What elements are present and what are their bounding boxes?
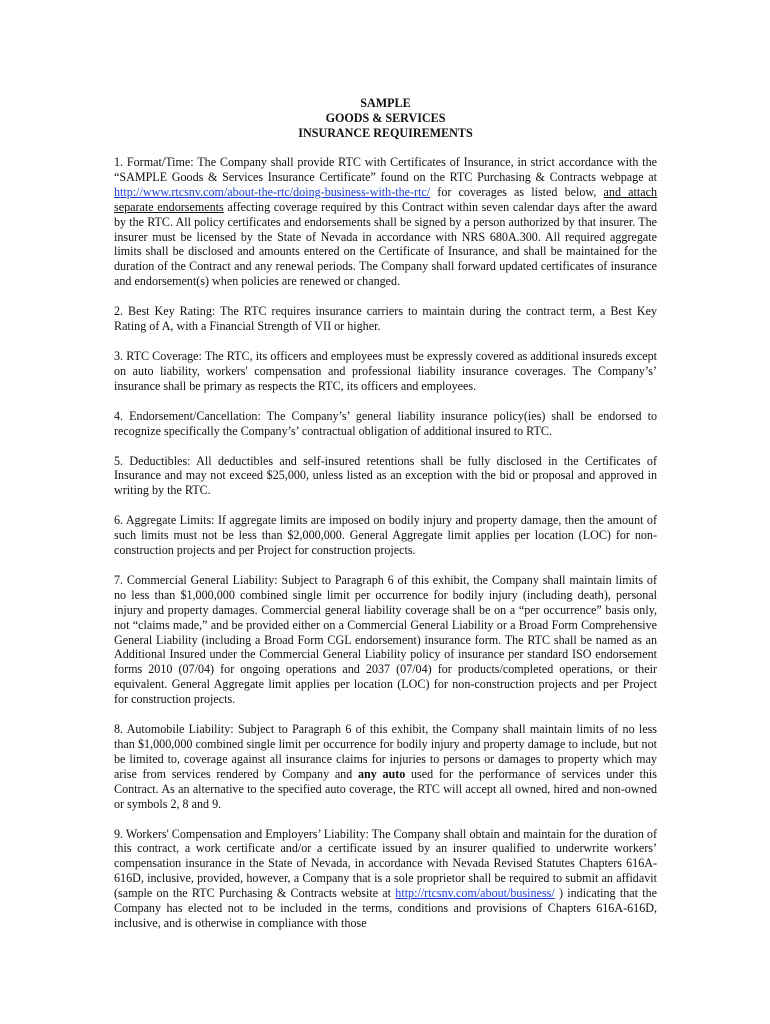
title-line-2: GOODS & SERVICES bbox=[325, 111, 446, 125]
title-line-1: SAMPLE bbox=[360, 96, 411, 110]
paragraph-text: 9. Workers' Compensation and Employers’ Liability: The Company shall obtain and maintain for the duration of this contract, a work certificate and/or a certificate issued by an insurer qualified to underwrite workers’ compensation insurance in the State of Nevada, in accordance with Nevada Revised Statutes Chapters 616A-616D, inclusive, provided, however, a Company that is a sole proprietor shall be required to submit an affidavit (sample on the RTC Purchasing & Contracts website at bbox=[114, 826, 657, 901]
url-link[interactable]: http://www.rtcsnv.com/about-the-rtc/doing-business-with-the-rtc/ bbox=[114, 184, 431, 199]
requirements-list bbox=[114, 155, 657, 931]
bold-text: any auto bbox=[357, 766, 406, 781]
requirement-paragraph-8 bbox=[114, 722, 657, 811]
document-title bbox=[114, 96, 657, 141]
underlined-text: and attach separate endorsements bbox=[114, 184, 658, 214]
paragraph-text: for coverages as listed below, bbox=[430, 184, 604, 199]
paragraph-text: 2. Best Key Rating: The RTC requires insurance carriers to maintain during the contract term, a Best Key Rating of A, with a Financial Strength of VII or higher. bbox=[114, 304, 657, 334]
requirement-paragraph-1 bbox=[114, 155, 657, 289]
paragraph-text: 7. Commercial General Liability: Subject to Paragraph 6 of this exhibit, the Company shall maintain limits of no less than $1,000,000 combined single limit per occurrence for bodily injury (including death), personal injury and property damages. Commercial general liability coverage shall be on a “per occurrence” basis only, not “claims made,” and be provided either on a Commercial General Liability or a Broad Form Comprehensive General Liability (including a Broad Form CGL endorsement) insurance form. The RTC shall be named as an Additional Insured under the Commercial General Liability policy of insurance per standard ISO endorsement forms 2010 (07/04) for ongoing operations and 2037 (07/04) for products/completed operations, or their equivalent. General Aggregate limit applies per location (LOC) for non-construction projects and per Project for construction projects. bbox=[114, 572, 657, 707]
paragraph-text: ) indicating that the Company has elected not to be included in the terms, conditions and provisions of Chapters 616A-616D, inclusive, and is otherwise in compliance with those bbox=[114, 886, 657, 930]
url-link[interactable]: http://rtcsnv.com/about/business/ bbox=[395, 886, 555, 901]
requirement-paragraph-5 bbox=[114, 454, 657, 499]
requirement-paragraph-7 bbox=[114, 573, 657, 707]
requirement-paragraph-9 bbox=[114, 827, 657, 931]
paragraph-text: used for the performance of services under this Contract. As an alternative to the specified auto coverage, the RTC will accept all owned, hired and non-owned or symbols 2, 8 and 9. bbox=[114, 766, 657, 811]
requirement-paragraph-3 bbox=[114, 349, 657, 394]
paragraph-text: 6. Aggregate Limits: If aggregate limits are imposed on bodily injury and property damage, then the amount of such limits must not be less than $2,000,000. General Aggregate limit applies per location (LOC) for non-construction projects and per Project for construction projects. bbox=[114, 513, 657, 558]
paragraph-text: 4. Endorsement/Cancellation: The Company’s’ general liability insurance policy(ies) shall be endorsed to recognize specifically the Company’s’ contractual obligation of additional insured to RTC. bbox=[114, 408, 657, 438]
requirement-paragraph-4 bbox=[114, 409, 657, 439]
title-line-3: INSURANCE REQUIREMENTS bbox=[298, 126, 473, 140]
paragraph-text: 1. Format/Time: The Company shall provide RTC with Certificates of Insurance, in strict accordance with the “SAMPLE Goods & Services Insurance Certificate” found on the RTC Purchasing & Contracts webpage at bbox=[114, 155, 657, 184]
requirement-paragraph-6 bbox=[114, 513, 657, 558]
paragraph-text: affecting coverage required by this Contract within seven calendar days after the award by the RTC. All policy certificates and endorsements shall be signed by a person authorized by that insurer. The insurer must be licensed by the State of Nevada in accordance with NRS 680A.300. All required aggregate limits shall be disclosed and amounts entered on the Certificate of Insurance, and shall be maintained for the duration of the Contract and any renewal periods. The Company shall forward updated certificates of insurance and endorsement(s) when policies are renewed or changed. bbox=[114, 199, 657, 289]
requirement-paragraph-2 bbox=[114, 304, 657, 334]
paragraph-text: 5. Deductibles: All deductibles and self-insured retentions shall be fully disclosed in the Certificates of Insurance and may not exceed $25,000, unless listed as an exception with the bid or proposal and approved in writing by the RTC. bbox=[114, 453, 657, 498]
document-body bbox=[114, 96, 657, 946]
paragraph-text: 8. Automobile Liability: Subject to Paragraph 6 of this exhibit, the Company shall maintain limits of no less than $1,000,000 combined single limit per occurrence for bodily injury and property damage to include, but not be limited to, coverage against all insurance claims for injuries to persons or damages to property which may arise from services rendered by Company and bbox=[114, 722, 657, 781]
paragraph-text: 3. RTC Coverage: The RTC, its officers and employees must be expressly covered as additional insureds except on auto liability, workers' compensation and professional liability insurance coverages. The Company’s’ insurance shall be primary as respects the RTC, its officers and employees. bbox=[114, 348, 657, 393]
